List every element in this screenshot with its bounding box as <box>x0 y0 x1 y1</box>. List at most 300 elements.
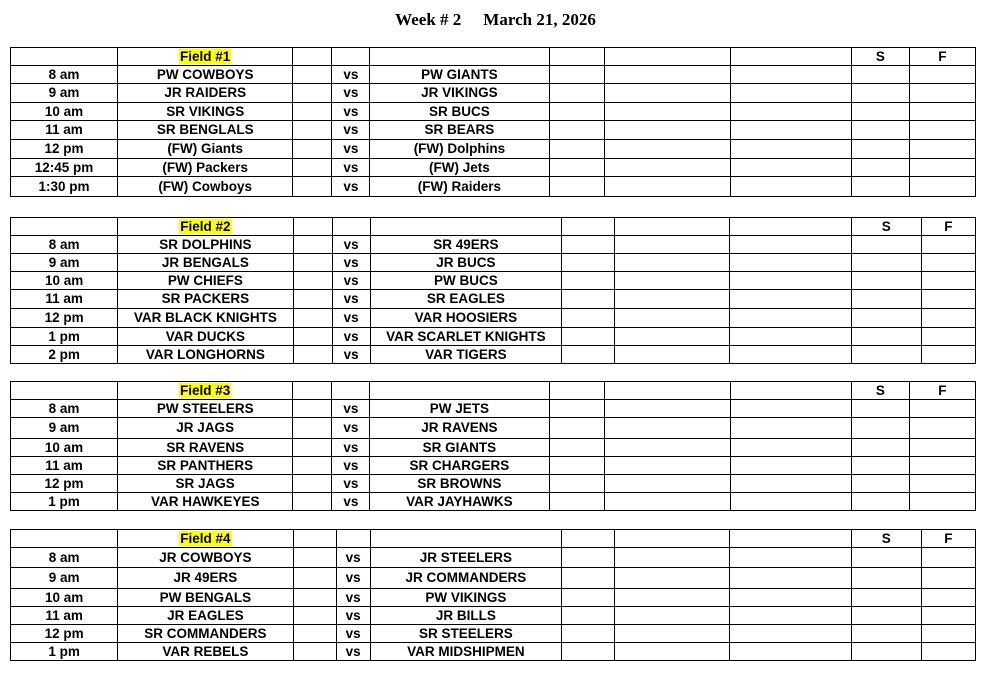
empty-cell <box>604 48 730 66</box>
empty-cell <box>604 457 730 475</box>
empty-cell <box>730 475 851 493</box>
home-team: JR 49ERS <box>118 568 293 589</box>
field-label: Field #4 <box>180 530 231 546</box>
field-1-table <box>10 47 976 197</box>
empty-cell <box>730 548 851 568</box>
empty-cell <box>562 530 615 548</box>
week-label: Week # 2 <box>395 10 462 29</box>
home-team: JR JAGS <box>118 418 293 439</box>
home-team: (FW) Giants <box>118 140 293 159</box>
vs-label: vs <box>332 236 370 254</box>
away-team: (FW) Jets <box>370 159 549 177</box>
score-f-header: F <box>921 218 975 236</box>
away-team: PW GIANTS <box>370 66 549 84</box>
empty-cell <box>549 159 604 177</box>
empty-cell <box>730 290 851 309</box>
empty-cell <box>615 290 730 309</box>
table-row <box>11 328 976 346</box>
empty-cell <box>562 568 615 589</box>
game-time: 10 am <box>11 272 118 290</box>
home-team: SR PACKERS <box>118 290 293 309</box>
away-team: SR 49ERS <box>370 236 561 254</box>
empty-cell <box>562 643 615 661</box>
game-time: 9 am <box>11 568 118 589</box>
empty-cell <box>615 346 730 364</box>
empty-cell <box>293 643 336 661</box>
home-team: JR RAIDERS <box>118 84 293 103</box>
home-team: SR VIKINGS <box>118 103 293 121</box>
field-label: Field #3 <box>180 382 231 398</box>
home-team: VAR BLACK KNIGHTS <box>118 309 293 328</box>
empty-cell <box>730 493 851 511</box>
vs-label: vs <box>336 568 370 589</box>
empty-cell <box>562 218 615 236</box>
score-f-cell <box>921 589 975 607</box>
empty-cell <box>293 177 332 197</box>
vs-label: vs <box>332 290 370 309</box>
empty-cell <box>730 48 851 66</box>
empty-cell <box>11 530 118 548</box>
empty-cell <box>336 530 370 548</box>
score-s-cell <box>851 177 909 197</box>
score-f-cell <box>921 548 975 568</box>
score-s-cell <box>851 66 909 84</box>
field-3-table <box>10 381 976 511</box>
game-time: 2 pm <box>11 346 118 364</box>
empty-cell <box>615 254 730 272</box>
empty-cell <box>11 218 118 236</box>
away-team: PW JETS <box>370 400 549 418</box>
empty-cell <box>370 530 561 548</box>
empty-cell <box>615 643 730 661</box>
empty-cell <box>730 418 851 439</box>
score-s-cell <box>851 607 921 625</box>
empty-cell <box>615 236 730 254</box>
away-team: VAR MIDSHIPMEN <box>370 643 561 661</box>
score-f-cell <box>909 475 975 493</box>
field-label-cell <box>118 530 293 548</box>
score-s-cell <box>851 254 921 272</box>
vs-label: vs <box>336 625 370 643</box>
empty-cell <box>562 625 615 643</box>
vs-label: vs <box>332 309 370 328</box>
empty-cell <box>293 103 332 121</box>
empty-cell <box>562 328 615 346</box>
empty-cell <box>293 589 336 607</box>
score-f-cell <box>921 254 975 272</box>
empty-cell <box>730 140 851 159</box>
away-team: JR BUCS <box>370 254 561 272</box>
table-row <box>11 140 976 159</box>
table-row <box>11 589 976 607</box>
away-team: JR RAVENS <box>370 418 549 439</box>
home-team: VAR DUCKS <box>118 328 293 346</box>
score-s-cell <box>851 493 909 511</box>
table-row <box>11 568 976 589</box>
empty-cell <box>549 382 604 400</box>
away-team: (FW) Raiders <box>370 177 549 197</box>
empty-cell <box>730 457 851 475</box>
empty-cell <box>730 272 851 290</box>
home-team: VAR LONGHORNS <box>118 346 293 364</box>
vs-label: vs <box>336 643 370 661</box>
empty-cell <box>730 625 851 643</box>
game-time: 1:30 pm <box>11 177 118 197</box>
score-s-cell <box>851 236 921 254</box>
empty-cell <box>730 254 851 272</box>
empty-cell <box>549 475 604 493</box>
score-s-cell <box>851 103 909 121</box>
game-time: 12 pm <box>11 625 118 643</box>
field-2-table <box>10 217 976 364</box>
home-team: SR COMMANDERS <box>118 625 293 643</box>
vs-label: vs <box>332 346 370 364</box>
table-row <box>11 66 976 84</box>
vs-label: vs <box>332 272 370 290</box>
game-time: 11 am <box>11 607 118 625</box>
score-f-cell <box>909 140 975 159</box>
score-s-cell <box>851 400 909 418</box>
empty-cell <box>615 309 730 328</box>
score-f-cell <box>921 568 975 589</box>
field-header-row <box>11 382 976 400</box>
empty-cell <box>730 607 851 625</box>
empty-cell <box>293 309 332 328</box>
score-f-cell <box>921 328 975 346</box>
score-s-header: S <box>851 382 909 400</box>
table-row <box>11 84 976 103</box>
table-row <box>11 400 976 418</box>
table-row <box>11 607 976 625</box>
vs-label: vs <box>336 548 370 568</box>
away-team: JR VIKINGS <box>370 84 549 103</box>
home-team: SR PANTHERS <box>118 457 293 475</box>
vs-label: vs <box>332 400 370 418</box>
score-s-cell <box>851 84 909 103</box>
empty-cell <box>549 439 604 457</box>
score-f-header: F <box>921 530 975 548</box>
score-s-cell <box>851 272 921 290</box>
away-team: JR BILLS <box>370 607 561 625</box>
empty-cell <box>293 48 332 66</box>
vs-label: vs <box>332 328 370 346</box>
field-label: Field #1 <box>180 48 231 64</box>
empty-cell <box>293 140 332 159</box>
away-team: (FW) Dolphins <box>370 140 549 159</box>
empty-cell <box>293 439 332 457</box>
home-team: SR RAVENS <box>118 439 293 457</box>
score-s-cell <box>851 439 909 457</box>
field-label: Field #2 <box>180 218 231 234</box>
home-team: (FW) Cowboys <box>118 177 293 197</box>
empty-cell <box>730 236 851 254</box>
empty-cell <box>549 418 604 439</box>
empty-cell <box>730 589 851 607</box>
score-f-cell <box>921 607 975 625</box>
away-team: SR BROWNS <box>370 475 549 493</box>
empty-cell <box>293 625 336 643</box>
empty-cell <box>332 382 370 400</box>
empty-cell <box>604 66 730 84</box>
empty-cell <box>549 84 604 103</box>
empty-cell <box>549 48 604 66</box>
score-f-cell <box>909 400 975 418</box>
away-team: SR GIANTS <box>370 439 549 457</box>
vs-label: vs <box>332 177 370 197</box>
score-s-cell <box>851 568 921 589</box>
game-time: 10 am <box>11 439 118 457</box>
home-team: PW COWBOYS <box>118 66 293 84</box>
game-time: 11 am <box>11 290 118 309</box>
game-time: 8 am <box>11 66 118 84</box>
away-team: VAR TIGERS <box>370 346 561 364</box>
away-team: VAR SCARLET KNIGHTS <box>370 328 561 346</box>
empty-cell <box>332 48 370 66</box>
table-row <box>11 103 976 121</box>
field-4-table <box>10 529 976 661</box>
score-f-cell <box>921 236 975 254</box>
home-team: PW CHIEFS <box>118 272 293 290</box>
empty-cell <box>730 218 851 236</box>
empty-cell <box>293 290 332 309</box>
vs-label: vs <box>332 66 370 84</box>
field-label-cell <box>118 48 293 66</box>
table-row <box>11 309 976 328</box>
vs-label: vs <box>332 418 370 439</box>
vs-label: vs <box>332 254 370 272</box>
table-row <box>11 493 976 511</box>
vs-label: vs <box>332 121 370 140</box>
score-f-header: F <box>909 382 975 400</box>
score-f-cell <box>909 121 975 140</box>
game-time: 12 pm <box>11 309 118 328</box>
empty-cell <box>604 382 730 400</box>
score-s-cell <box>851 346 921 364</box>
game-time: 8 am <box>11 236 118 254</box>
score-f-cell <box>921 643 975 661</box>
empty-cell <box>730 530 851 548</box>
empty-cell <box>293 548 336 568</box>
empty-cell <box>293 159 332 177</box>
away-team: VAR JAYHAWKS <box>370 493 549 511</box>
empty-cell <box>549 400 604 418</box>
empty-cell <box>293 530 336 548</box>
empty-cell <box>615 548 730 568</box>
score-f-cell <box>909 439 975 457</box>
score-s-cell <box>851 548 921 568</box>
empty-cell <box>11 48 118 66</box>
table-row <box>11 159 976 177</box>
game-time: 9 am <box>11 254 118 272</box>
empty-cell <box>549 493 604 511</box>
score-f-cell <box>909 84 975 103</box>
field-header-row <box>11 48 976 66</box>
game-time: 11 am <box>11 121 118 140</box>
empty-cell <box>293 218 332 236</box>
score-f-cell <box>909 177 975 197</box>
table-row <box>11 272 976 290</box>
game-time: 8 am <box>11 548 118 568</box>
score-f-cell <box>909 457 975 475</box>
empty-cell <box>604 159 730 177</box>
empty-cell <box>562 309 615 328</box>
score-s-cell <box>851 309 921 328</box>
score-f-cell <box>921 625 975 643</box>
empty-cell <box>370 382 549 400</box>
score-f-cell <box>909 493 975 511</box>
home-team: SR DOLPHINS <box>118 236 293 254</box>
empty-cell <box>730 103 851 121</box>
empty-cell <box>562 236 615 254</box>
game-time: 10 am <box>11 589 118 607</box>
vs-label: vs <box>332 493 370 511</box>
away-team: JR COMMANDERS <box>370 568 561 589</box>
empty-cell <box>604 418 730 439</box>
home-team: PW STEELERS <box>118 400 293 418</box>
table-row <box>11 439 976 457</box>
score-f-cell <box>921 290 975 309</box>
empty-cell <box>562 290 615 309</box>
empty-cell <box>370 48 549 66</box>
empty-cell <box>730 382 851 400</box>
vs-label: vs <box>332 159 370 177</box>
game-time: 8 am <box>11 400 118 418</box>
away-team: PW VIKINGS <box>370 589 561 607</box>
vs-label: vs <box>332 439 370 457</box>
game-time: 1 pm <box>11 493 118 511</box>
score-s-cell <box>851 625 921 643</box>
empty-cell <box>615 218 730 236</box>
score-f-header: F <box>909 48 975 66</box>
empty-cell <box>370 218 561 236</box>
away-team: VAR HOOSIERS <box>370 309 561 328</box>
game-time: 10 am <box>11 103 118 121</box>
empty-cell <box>293 607 336 625</box>
empty-cell <box>549 121 604 140</box>
empty-cell <box>730 177 851 197</box>
score-f-cell <box>909 103 975 121</box>
empty-cell <box>730 400 851 418</box>
away-team: SR EAGLES <box>370 290 561 309</box>
empty-cell <box>730 439 851 457</box>
empty-cell <box>549 177 604 197</box>
table-row <box>11 236 976 254</box>
empty-cell <box>615 530 730 548</box>
empty-cell <box>615 328 730 346</box>
home-team: JR EAGLES <box>118 607 293 625</box>
score-s-cell <box>851 290 921 309</box>
game-time: 12 pm <box>11 475 118 493</box>
score-s-cell <box>851 121 909 140</box>
empty-cell <box>604 121 730 140</box>
away-team: SR BEARS <box>370 121 549 140</box>
empty-cell <box>562 548 615 568</box>
empty-cell <box>604 84 730 103</box>
table-row <box>11 177 976 197</box>
home-team: JR COWBOYS <box>118 548 293 568</box>
home-team: SR BENGLALS <box>118 121 293 140</box>
empty-cell <box>293 236 332 254</box>
empty-cell <box>615 272 730 290</box>
empty-cell <box>332 218 370 236</box>
score-s-cell <box>851 643 921 661</box>
table-row <box>11 475 976 493</box>
empty-cell <box>293 121 332 140</box>
score-f-cell <box>921 309 975 328</box>
vs-label: vs <box>332 475 370 493</box>
empty-cell <box>549 66 604 84</box>
score-s-cell <box>851 418 909 439</box>
page-title <box>0 10 991 30</box>
table-row <box>11 625 976 643</box>
empty-cell <box>730 159 851 177</box>
game-time: 12:45 pm <box>11 159 118 177</box>
home-team: VAR HAWKEYES <box>118 493 293 511</box>
game-time: 12 pm <box>11 140 118 159</box>
game-time: 11 am <box>11 457 118 475</box>
empty-cell <box>730 643 851 661</box>
empty-cell <box>11 382 118 400</box>
empty-cell <box>562 589 615 607</box>
empty-cell <box>293 346 332 364</box>
home-team: (FW) Packers <box>118 159 293 177</box>
empty-cell <box>615 589 730 607</box>
empty-cell <box>604 140 730 159</box>
score-s-cell <box>851 140 909 159</box>
date-label: March 21, 2026 <box>483 10 596 29</box>
score-f-cell <box>909 66 975 84</box>
score-s-cell <box>851 475 909 493</box>
empty-cell <box>293 328 332 346</box>
empty-cell <box>730 568 851 589</box>
table-row <box>11 121 976 140</box>
empty-cell <box>604 103 730 121</box>
empty-cell <box>730 328 851 346</box>
table-row <box>11 346 976 364</box>
empty-cell <box>293 493 332 511</box>
empty-cell <box>730 346 851 364</box>
away-team: SR BUCS <box>370 103 549 121</box>
empty-cell <box>615 625 730 643</box>
empty-cell <box>293 254 332 272</box>
away-team: PW BUCS <box>370 272 561 290</box>
empty-cell <box>549 103 604 121</box>
table-row <box>11 254 976 272</box>
empty-cell <box>604 439 730 457</box>
score-s-cell <box>851 159 909 177</box>
vs-label: vs <box>336 607 370 625</box>
empty-cell <box>562 607 615 625</box>
game-time: 1 pm <box>11 328 118 346</box>
empty-cell <box>562 254 615 272</box>
empty-cell <box>293 457 332 475</box>
table-row <box>11 643 976 661</box>
away-team: SR CHARGERS <box>370 457 549 475</box>
home-team: PW BENGALS <box>118 589 293 607</box>
empty-cell <box>293 568 336 589</box>
home-team: SR JAGS <box>118 475 293 493</box>
score-f-cell <box>921 346 975 364</box>
empty-cell <box>293 84 332 103</box>
empty-cell <box>604 177 730 197</box>
empty-cell <box>615 607 730 625</box>
empty-cell <box>549 457 604 475</box>
score-s-cell <box>851 457 909 475</box>
score-s-cell <box>851 589 921 607</box>
vs-label: vs <box>332 84 370 103</box>
empty-cell <box>730 66 851 84</box>
field-label-cell <box>118 382 293 400</box>
